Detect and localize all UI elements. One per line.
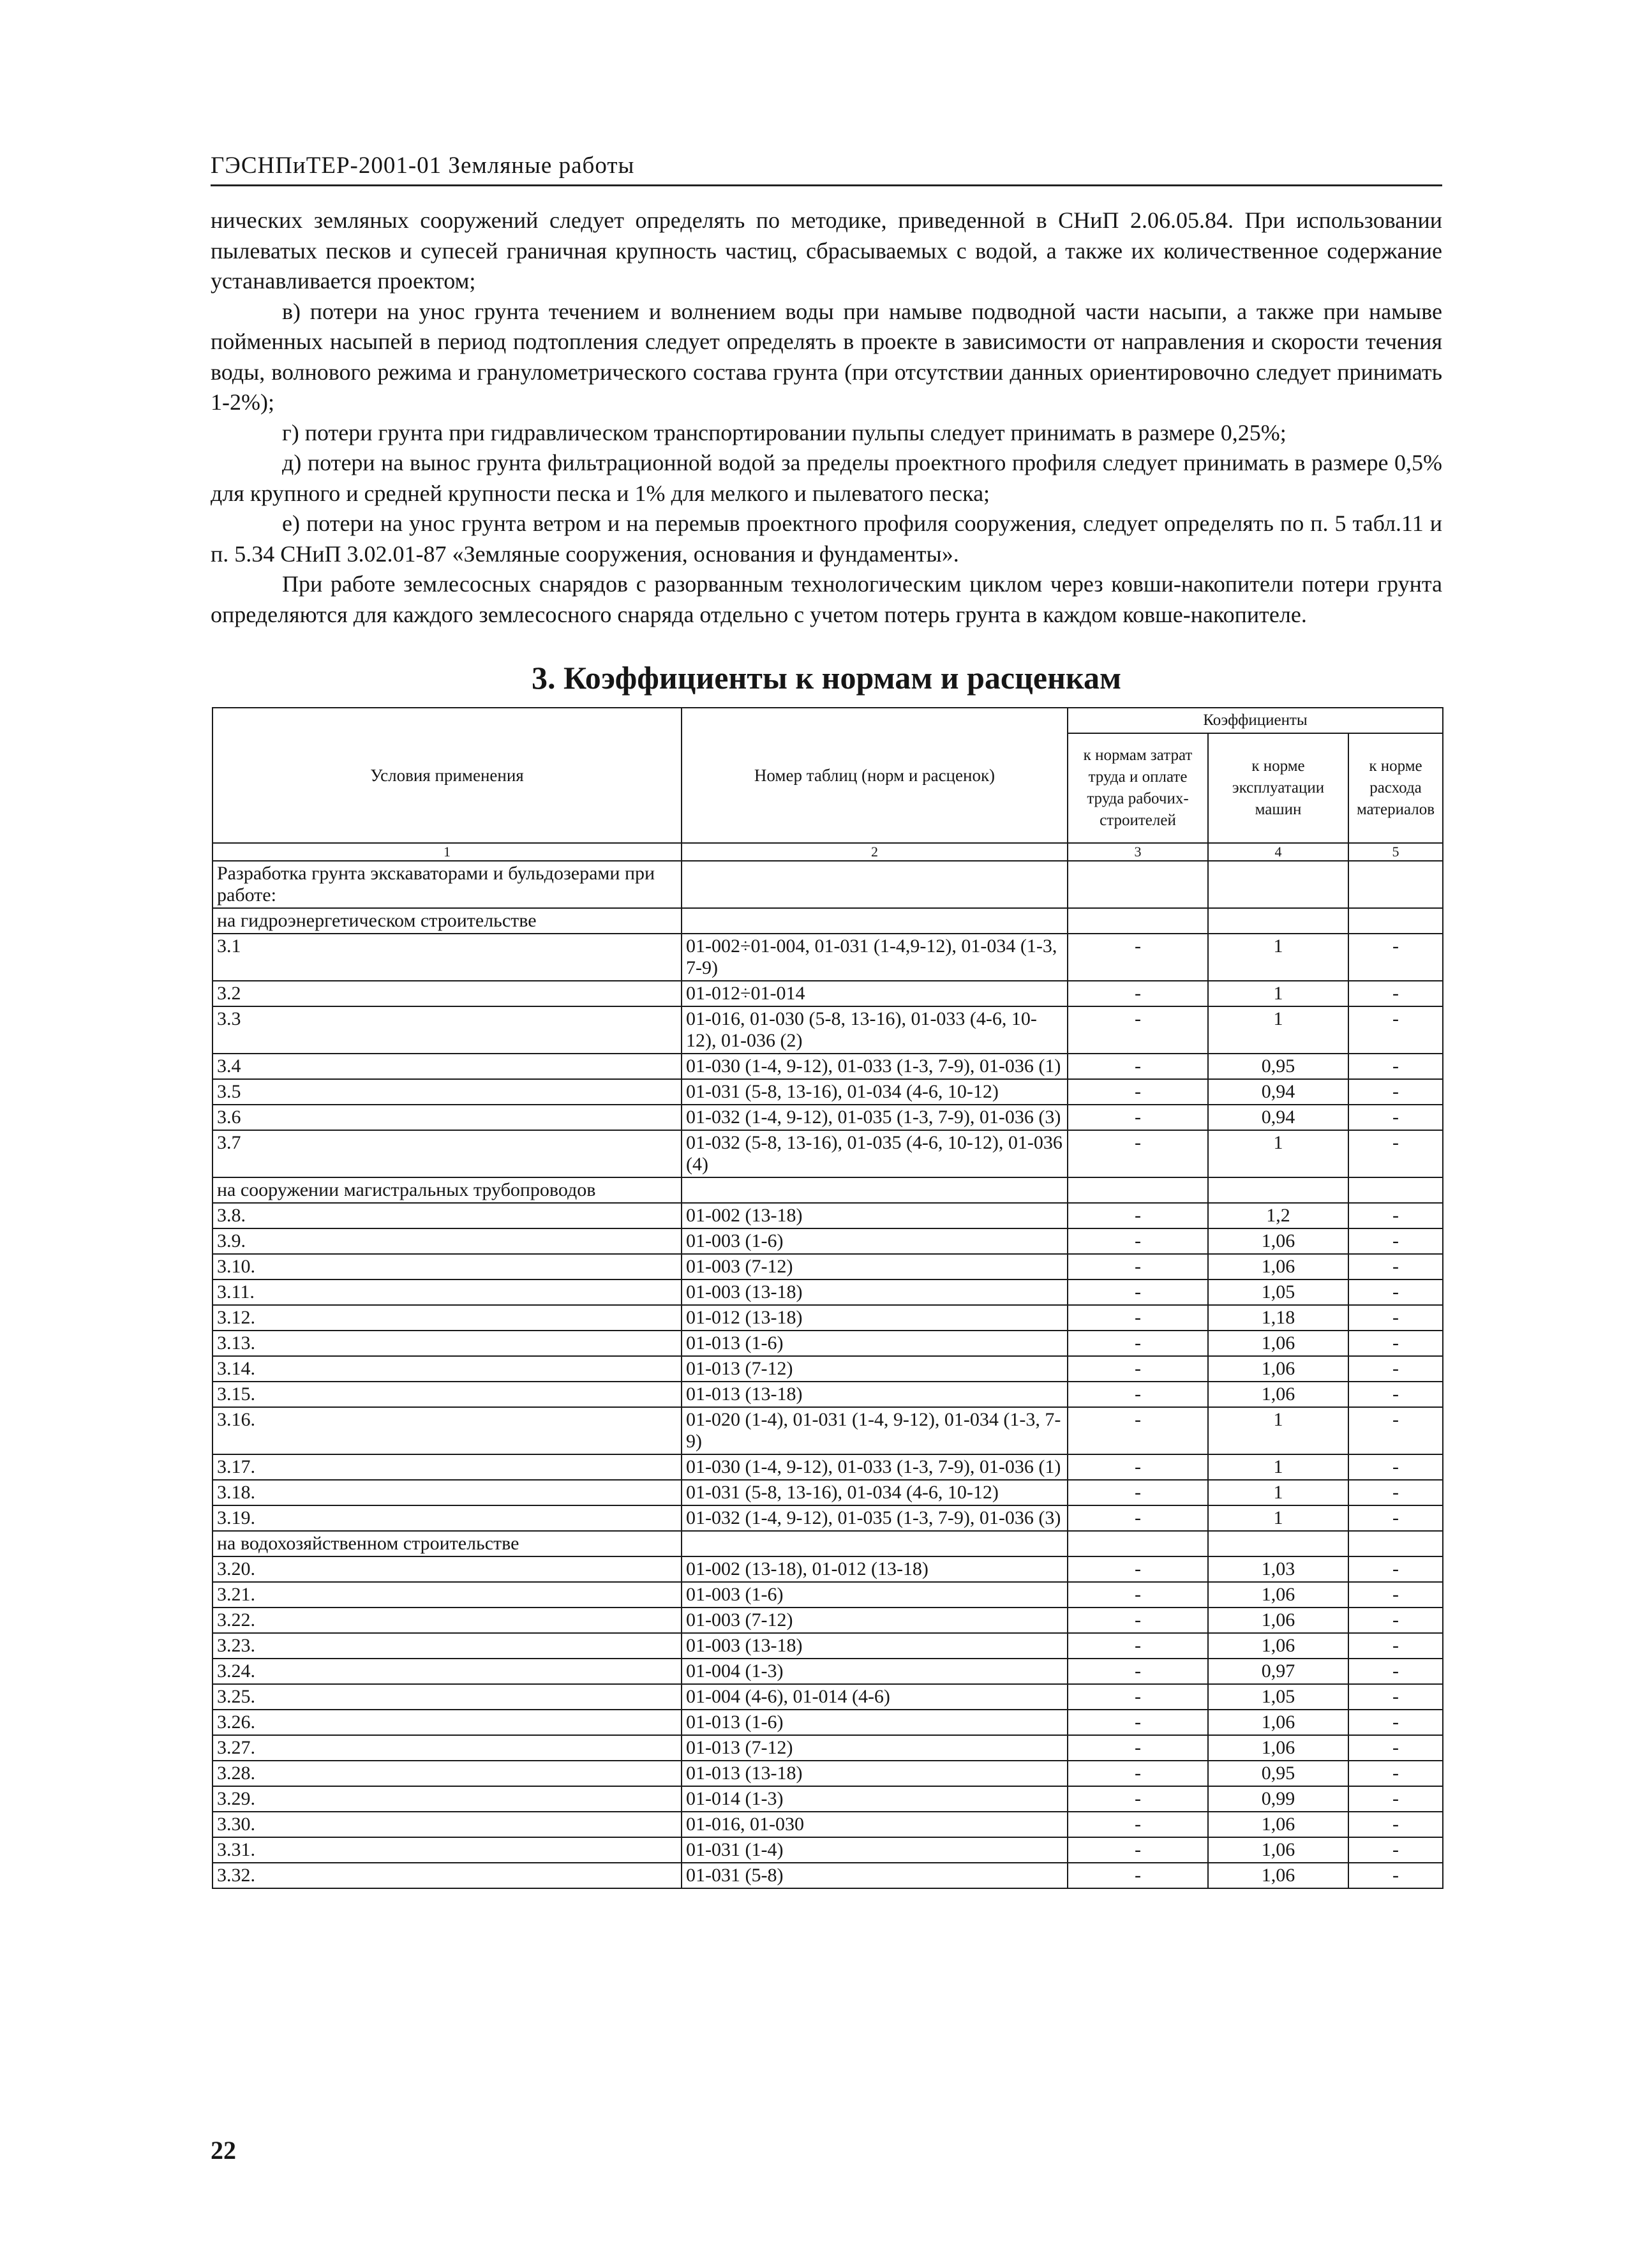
- row-material-coef: -: [1348, 1382, 1443, 1407]
- paragraph-item-g: г) потери грунта при гидравлическом транспортировании пульпы следует принимать в размере 0,25%;: [282, 419, 1287, 445]
- row-tables: 01-003 (7-12): [682, 1254, 1068, 1279]
- table-row: [213, 1006, 1443, 1054]
- row-tables: 01-020 (1-4), 01-031 (1-4, 9-12), 01-034 (1-3, 7-9): [682, 1407, 1068, 1454]
- column-numbers-row: [213, 843, 1443, 861]
- row-labor-coef: -: [1068, 1356, 1208, 1382]
- section-title: 3. Коэффициенты к нормам и расценкам: [531, 660, 1122, 696]
- intro-text: [211, 205, 1442, 630]
- table-row: [213, 1203, 1443, 1228]
- row-material-coef: -: [1348, 1130, 1443, 1177]
- group-header-row: [213, 1177, 1443, 1203]
- table-row: [213, 1079, 1443, 1105]
- row-id: 3.29.: [213, 1786, 682, 1812]
- row-id: 3.3: [213, 1006, 682, 1054]
- column-number: 3: [1068, 843, 1208, 861]
- column-number: 1: [213, 843, 682, 861]
- row-material-coef: -: [1348, 1203, 1443, 1228]
- group-header-row: [213, 1531, 1443, 1556]
- empty-cell: [1208, 1531, 1348, 1556]
- row-id: 3.2: [213, 981, 682, 1006]
- row-labor-coef: -: [1068, 1556, 1208, 1582]
- column-number: 5: [1348, 843, 1443, 861]
- row-labor-coef: -: [1068, 1505, 1208, 1531]
- row-machine-coef: 1: [1208, 1505, 1348, 1531]
- table-row: [213, 1454, 1443, 1480]
- row-labor-coef: -: [1068, 1786, 1208, 1812]
- column-number: 2: [682, 843, 1068, 861]
- row-labor-coef: -: [1068, 1454, 1208, 1480]
- row-material-coef: -: [1348, 1735, 1443, 1761]
- table-row: [213, 1356, 1443, 1382]
- table-row: [213, 1331, 1443, 1356]
- table-row: [213, 1684, 1443, 1710]
- row-id: 3.21.: [213, 1582, 682, 1608]
- row-tables: 01-030 (1-4, 9-12), 01-033 (1-3, 7-9), 01-036 (1): [682, 1454, 1068, 1480]
- row-machine-coef: 0,94: [1208, 1079, 1348, 1105]
- row-tables: 01-003 (13-18): [682, 1279, 1068, 1305]
- row-machine-coef: 1,06: [1208, 1582, 1348, 1608]
- row-material-coef: -: [1348, 1608, 1443, 1633]
- row-id: 3.23.: [213, 1633, 682, 1659]
- row-machine-coef: 1: [1208, 981, 1348, 1006]
- row-id: 3.12.: [213, 1305, 682, 1331]
- row-material-coef: -: [1348, 1710, 1443, 1735]
- row-id: 3.4: [213, 1054, 682, 1079]
- row-id: 3.32.: [213, 1863, 682, 1888]
- table-row: [213, 1382, 1443, 1407]
- table-body: [213, 861, 1443, 1888]
- row-id: 3.14.: [213, 1356, 682, 1382]
- row-tables: 01-003 (1-6): [682, 1582, 1068, 1608]
- row-machine-coef: 1,06: [1208, 1710, 1348, 1735]
- row-id: 3.10.: [213, 1254, 682, 1279]
- table-intro-row: [213, 861, 1443, 908]
- row-id: 3.24.: [213, 1659, 682, 1684]
- row-material-coef: -: [1348, 1054, 1443, 1079]
- row-tables: 01-031 (1-4): [682, 1837, 1068, 1863]
- table-row: [213, 1254, 1443, 1279]
- row-id: 3.28.: [213, 1761, 682, 1786]
- empty-cell: [1348, 1531, 1443, 1556]
- row-id: 3.22.: [213, 1608, 682, 1633]
- group-header: на гидроэнергетическом строительстве: [213, 908, 682, 934]
- row-machine-coef: 1,06: [1208, 1254, 1348, 1279]
- row-material-coef: -: [1348, 1079, 1443, 1105]
- row-tables: 01-002 (13-18): [682, 1203, 1068, 1228]
- empty-cell: [1348, 908, 1443, 934]
- row-machine-coef: 1,06: [1208, 1735, 1348, 1761]
- row-id: 3.8.: [213, 1203, 682, 1228]
- row-id: 3.18.: [213, 1480, 682, 1505]
- row-labor-coef: -: [1068, 1407, 1208, 1454]
- row-material-coef: -: [1348, 1837, 1443, 1863]
- empty-cell: [682, 908, 1068, 934]
- row-material-coef: -: [1348, 1331, 1443, 1356]
- paragraph-item-e: е) потери на унос грунта ветром и на перемыв проектного профиля сооружения, следует определять по п. 5 табл.11 и п. 5.34 СНиП 3.02.01-87 «Земляные сооружения, основания и фундаменты».: [211, 511, 1442, 567]
- row-labor-coef: -: [1068, 1279, 1208, 1305]
- row-id: 3.11.: [213, 1279, 682, 1305]
- table-row: [213, 1608, 1443, 1633]
- paragraph-item-v: в) потери на унос грунта течением и волнением воды при намыве подводной части насыпи, а также при намыве пойменных насыпей в период подтопления следует определять в проекте в зависимости от направления и скорости течения воды, волнового режима и гранулометрического состава грунта (при отсутствии данных ориентировочно следует принимать 1-2%);: [211, 298, 1442, 415]
- row-machine-coef: 1: [1208, 1407, 1348, 1454]
- table-row: [213, 1505, 1443, 1531]
- row-tables: 01-031 (5-8, 13-16), 01-034 (4-6, 10-12): [682, 1480, 1068, 1505]
- header-conditions: Условия применения: [213, 708, 682, 843]
- row-id: 3.30.: [213, 1812, 682, 1837]
- table-row: [213, 1659, 1443, 1684]
- row-material-coef: -: [1348, 1582, 1443, 1608]
- row-labor-coef: -: [1068, 981, 1208, 1006]
- table-row: [213, 1105, 1443, 1130]
- table-row: [213, 934, 1443, 981]
- header-materials: к норме расхода материалов: [1348, 733, 1443, 843]
- page-number: 22: [211, 2136, 236, 2165]
- row-machine-coef: 1,06: [1208, 1633, 1348, 1659]
- group-header: на сооружении магистральных трубопроводов: [213, 1177, 682, 1203]
- row-tables: 01-003 (7-12): [682, 1608, 1068, 1633]
- row-labor-coef: -: [1068, 1837, 1208, 1863]
- row-machine-coef: 1: [1208, 934, 1348, 981]
- row-material-coef: -: [1348, 1356, 1443, 1382]
- row-machine-coef: 1,05: [1208, 1279, 1348, 1305]
- row-material-coef: -: [1348, 1505, 1443, 1531]
- row-labor-coef: -: [1068, 1254, 1208, 1279]
- row-machine-coef: 1: [1208, 1006, 1348, 1054]
- row-labor-coef: -: [1068, 934, 1208, 981]
- row-machine-coef: 1,06: [1208, 1356, 1348, 1382]
- row-tables: 01-031 (5-8): [682, 1863, 1068, 1888]
- empty-cell: [1208, 1177, 1348, 1203]
- row-machine-coef: 1,06: [1208, 1812, 1348, 1837]
- row-labor-coef: -: [1068, 1331, 1208, 1356]
- row-labor-coef: -: [1068, 1480, 1208, 1505]
- row-machine-coef: 1,06: [1208, 1331, 1348, 1356]
- table-intro-text: Разработка грунта экскаваторами и бульдозерами при работе:: [213, 861, 682, 908]
- row-material-coef: -: [1348, 1786, 1443, 1812]
- row-labor-coef: -: [1068, 1812, 1208, 1837]
- column-number: 4: [1208, 843, 1348, 861]
- paragraph-item-d: д) потери на вынос грунта фильтрационной водой за пределы проектного профиля следует принимать в размере 0,5% для крупного и средней крупности песка и 1% для мелкого и пылеватого песка;: [211, 450, 1442, 506]
- header-labor: к нормам затрат труда и оплате труда рабочих-строителей: [1068, 733, 1208, 843]
- row-material-coef: -: [1348, 1480, 1443, 1505]
- row-tables: 01-013 (13-18): [682, 1761, 1068, 1786]
- row-tables: 01-012 (13-18): [682, 1305, 1068, 1331]
- row-labor-coef: -: [1068, 1305, 1208, 1331]
- group-header: на водохозяйственном строительстве: [213, 1531, 682, 1556]
- row-tables: 01-030 (1-4, 9-12), 01-033 (1-3, 7-9), 01-036 (1): [682, 1054, 1068, 1079]
- empty-cell: [1068, 1177, 1208, 1203]
- table-row: [213, 1837, 1443, 1863]
- row-material-coef: -: [1348, 1684, 1443, 1710]
- row-labor-coef: -: [1068, 1130, 1208, 1177]
- table-row: [213, 1710, 1443, 1735]
- row-machine-coef: 1: [1208, 1480, 1348, 1505]
- group-header-row: [213, 908, 1443, 934]
- table-row: [213, 1279, 1443, 1305]
- row-material-coef: -: [1348, 1556, 1443, 1582]
- coefficients-table: [212, 707, 1443, 1889]
- row-machine-coef: 1,06: [1208, 1837, 1348, 1863]
- row-material-coef: -: [1348, 1006, 1443, 1054]
- table-row: [213, 1228, 1443, 1254]
- row-labor-coef: -: [1068, 1863, 1208, 1888]
- header-table-number: Номер таблиц (норм и расценок): [682, 708, 1068, 843]
- table-row: [213, 1305, 1443, 1331]
- table-row: [213, 1786, 1443, 1812]
- row-id: 3.20.: [213, 1556, 682, 1582]
- table-row: [213, 1130, 1443, 1177]
- row-labor-coef: -: [1068, 1582, 1208, 1608]
- row-labor-coef: -: [1068, 1203, 1208, 1228]
- table-row: [213, 1480, 1443, 1505]
- empty-cell: [682, 1177, 1068, 1203]
- row-machine-coef: 1,06: [1208, 1382, 1348, 1407]
- row-id: 3.16.: [213, 1407, 682, 1454]
- row-machine-coef: 1: [1208, 1454, 1348, 1480]
- row-machine-coef: 1,06: [1208, 1228, 1348, 1254]
- row-id: 3.7: [213, 1130, 682, 1177]
- row-id: 3.17.: [213, 1454, 682, 1480]
- row-tables: 01-002 (13-18), 01-012 (13-18): [682, 1556, 1068, 1582]
- row-tables: 01-013 (1-6): [682, 1331, 1068, 1356]
- empty-cell: [1068, 1531, 1208, 1556]
- header-coefficients: Коэффициенты: [1068, 708, 1443, 733]
- row-machine-coef: 1,06: [1208, 1608, 1348, 1633]
- row-labor-coef: -: [1068, 1608, 1208, 1633]
- table-row: [213, 1735, 1443, 1761]
- row-labor-coef: -: [1068, 1105, 1208, 1130]
- row-machine-coef: 1,2: [1208, 1203, 1348, 1228]
- row-tables: 01-013 (13-18): [682, 1382, 1068, 1407]
- row-material-coef: -: [1348, 1254, 1443, 1279]
- empty-cell: [1068, 908, 1208, 934]
- row-material-coef: -: [1348, 1279, 1443, 1305]
- row-machine-coef: 0,99: [1208, 1786, 1348, 1812]
- row-material-coef: -: [1348, 1228, 1443, 1254]
- row-id: 3.9.: [213, 1228, 682, 1254]
- running-header: ГЭСНПиТЕР-2001-01 Земляные работы: [211, 152, 1442, 186]
- row-labor-coef: -: [1068, 1054, 1208, 1079]
- table-row: [213, 1407, 1443, 1454]
- row-machine-coef: 0,95: [1208, 1761, 1348, 1786]
- row-tables: 01-016, 01-030: [682, 1812, 1068, 1837]
- row-tables: 01-003 (13-18): [682, 1633, 1068, 1659]
- row-labor-coef: -: [1068, 1382, 1208, 1407]
- table-row: [213, 1633, 1443, 1659]
- row-labor-coef: -: [1068, 1006, 1208, 1054]
- row-tables: 01-032 (5-8, 13-16), 01-035 (4-6, 10-12), 01-036 (4): [682, 1130, 1068, 1177]
- row-material-coef: -: [1348, 1659, 1443, 1684]
- row-machine-coef: 1: [1208, 1130, 1348, 1177]
- row-tables: 01-013 (1-6): [682, 1710, 1068, 1735]
- table-row: [213, 1863, 1443, 1888]
- row-id: 3.1: [213, 934, 682, 981]
- row-id: 3.25.: [213, 1684, 682, 1710]
- row-machine-coef: 1,03: [1208, 1556, 1348, 1582]
- row-material-coef: -: [1348, 1105, 1443, 1130]
- row-material-coef: -: [1348, 1633, 1443, 1659]
- row-tables: 01-012÷01-014: [682, 981, 1068, 1006]
- row-labor-coef: -: [1068, 1710, 1208, 1735]
- empty-cell: [1208, 908, 1348, 934]
- row-tables: 01-013 (7-12): [682, 1735, 1068, 1761]
- row-labor-coef: -: [1068, 1633, 1208, 1659]
- row-labor-coef: -: [1068, 1228, 1208, 1254]
- row-machine-coef: 1,05: [1208, 1684, 1348, 1710]
- row-material-coef: -: [1348, 981, 1443, 1006]
- row-tables: 01-003 (1-6): [682, 1228, 1068, 1254]
- row-machine-coef: 0,94: [1208, 1105, 1348, 1130]
- row-machine-coef: 0,95: [1208, 1054, 1348, 1079]
- row-tables: 01-002÷01-004, 01-031 (1-4,9-12), 01-034 (1-3, 7-9): [682, 934, 1068, 981]
- row-tables: 01-004 (4-6), 01-014 (4-6): [682, 1684, 1068, 1710]
- row-tables: 01-032 (1-4, 9-12), 01-035 (1-3, 7-9), 01-036 (3): [682, 1105, 1068, 1130]
- table-row: [213, 1761, 1443, 1786]
- row-material-coef: -: [1348, 1454, 1443, 1480]
- table-row: [213, 1582, 1443, 1608]
- row-material-coef: -: [1348, 1812, 1443, 1837]
- table-row: [213, 981, 1443, 1006]
- row-labor-coef: -: [1068, 1079, 1208, 1105]
- row-material-coef: -: [1348, 1305, 1443, 1331]
- row-material-coef: -: [1348, 1863, 1443, 1888]
- row-labor-coef: -: [1068, 1735, 1208, 1761]
- row-id: 3.31.: [213, 1837, 682, 1863]
- paragraph-dredgers: При работе землесосных снарядов с разорванным технологическим циклом через ковши-накопители потери грунта определяются для каждого землесосного снаряда отдельно с учетом потерь грунта в каждом ковше-накопителе.: [211, 571, 1442, 627]
- row-material-coef: -: [1348, 1407, 1443, 1454]
- empty-cell: [682, 1531, 1068, 1556]
- row-labor-coef: -: [1068, 1659, 1208, 1684]
- table-row: [213, 1054, 1443, 1079]
- row-tables: 01-014 (1-3): [682, 1786, 1068, 1812]
- row-id: 3.6: [213, 1105, 682, 1130]
- row-labor-coef: -: [1068, 1684, 1208, 1710]
- paragraph-continuation: нических земляных сооружений следует определять по методике, приведенной в СНиП 2.06.05.84. При использовании пылеватых песков и супесей граничная крупность частиц, сбрасываемых с водой, а также их количественное содержание устанавливается проектом;: [211, 207, 1442, 294]
- row-machine-coef: 1,06: [1208, 1863, 1348, 1888]
- row-tables: 01-004 (1-3): [682, 1659, 1068, 1684]
- row-material-coef: -: [1348, 1761, 1443, 1786]
- table-row: [213, 1812, 1443, 1837]
- row-tables: 01-016, 01-030 (5-8, 13-16), 01-033 (4-6, 10-12), 01-036 (2): [682, 1006, 1068, 1054]
- row-id: 3.15.: [213, 1382, 682, 1407]
- row-tables: 01-031 (5-8, 13-16), 01-034 (4-6, 10-12): [682, 1079, 1068, 1105]
- row-id: 3.27.: [213, 1735, 682, 1761]
- row-machine-coef: 1,18: [1208, 1305, 1348, 1331]
- row-id: 3.26.: [213, 1710, 682, 1735]
- row-material-coef: -: [1348, 934, 1443, 981]
- table-row: [213, 1556, 1443, 1582]
- header-machines: к норме эксплуатации машин: [1208, 733, 1348, 843]
- empty-cell: [1348, 1177, 1443, 1203]
- row-tables: 01-013 (7-12): [682, 1356, 1068, 1382]
- row-labor-coef: -: [1068, 1761, 1208, 1786]
- row-id: 3.5: [213, 1079, 682, 1105]
- row-id: 3.13.: [213, 1331, 682, 1356]
- row-machine-coef: 0,97: [1208, 1659, 1348, 1684]
- row-tables: 01-032 (1-4, 9-12), 01-035 (1-3, 7-9), 01-036 (3): [682, 1505, 1068, 1531]
- row-id: 3.19.: [213, 1505, 682, 1531]
